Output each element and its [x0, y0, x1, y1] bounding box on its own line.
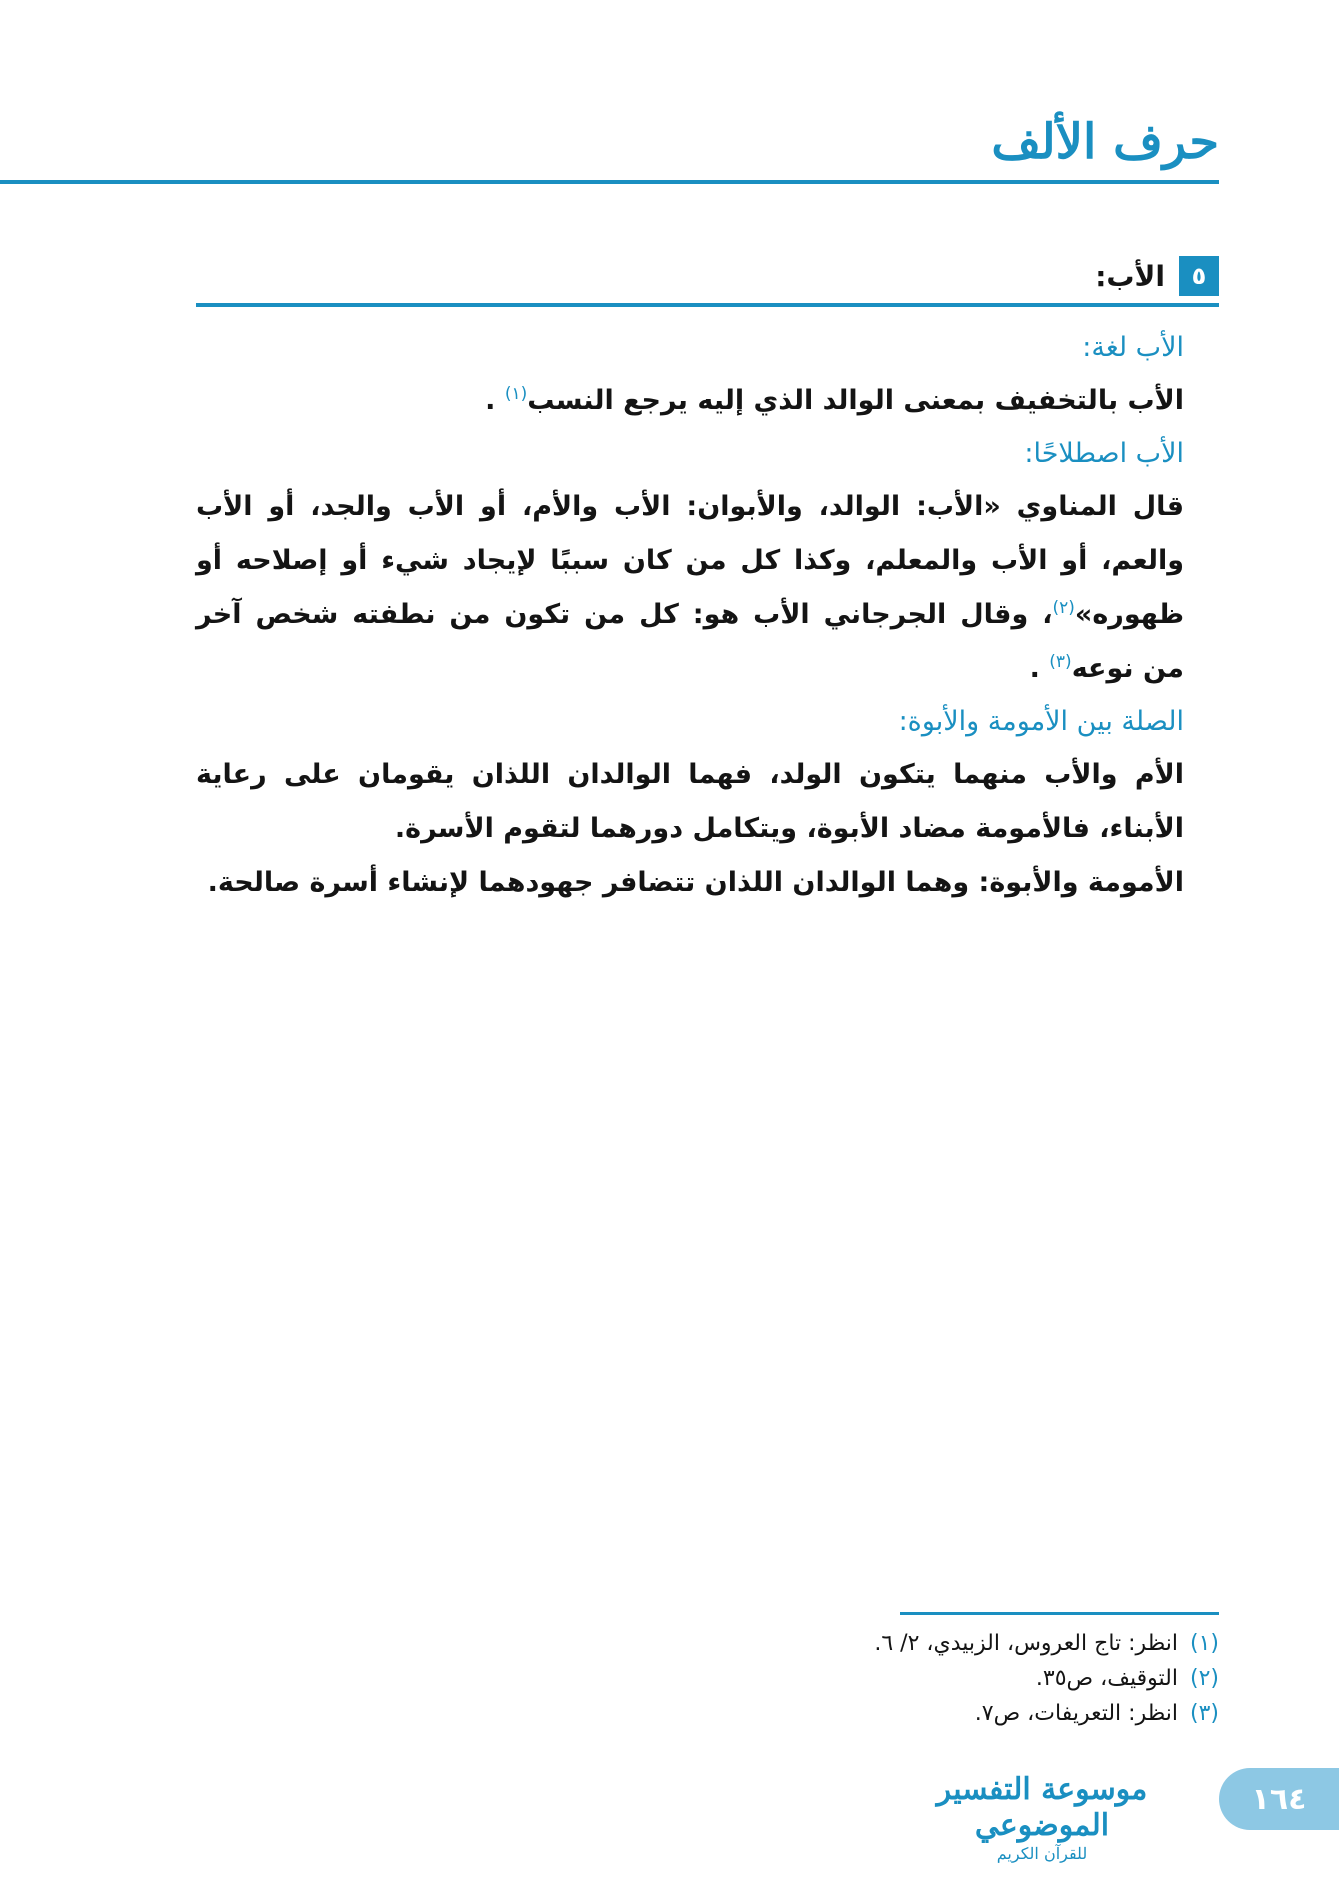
paragraph-terminology — [196, 480, 1184, 696]
footnote-number: (١) — [1189, 1631, 1219, 1656]
encyclopedia-logo — [907, 1772, 1177, 1864]
logo-subtitle: للقرآن الكريم — [996, 1844, 1088, 1863]
footnote-item — [874, 1626, 1219, 1661]
footnote-number: (٣) — [1189, 1701, 1219, 1726]
section-heading — [1095, 256, 1219, 296]
footnote-item — [874, 1696, 1219, 1731]
subheading-language: الأب لغة: — [1082, 332, 1184, 363]
paragraph-summary: الأمومة والأبوة: وهما الوالدان اللذان تتضافر جهودهما لإنشاء أسرة صالحة. — [207, 867, 1184, 898]
footnote-ref-1[interactable]: (١) — [504, 384, 528, 404]
paragraph-relation: الأم والأب منهما يتكون الولد، فهما الوالدان اللذان يقومان على رعاية الأبناء، فالأمومة مضاد الأبوة، ويتكامل دورهما لتقوم الأسرة. — [196, 759, 1184, 844]
header-divider — [0, 180, 1219, 184]
footnote-item — [874, 1661, 1219, 1696]
terminology-end: . — [1029, 653, 1040, 684]
paragraph-language — [196, 374, 1184, 428]
section-divider — [196, 303, 1219, 307]
article-body — [196, 322, 1184, 910]
footnotes-list — [874, 1626, 1219, 1731]
footnote-text: انظر: تاج العروس، الزبيدي، ٢/ ٦. — [874, 1631, 1178, 1656]
page-number-tab: ١٦٤ — [1219, 1768, 1339, 1830]
terminology-text-1: قال المناوي «الأب: الوالد، والأبوان: الأب والأم، أو الأب والجد، أو الأب والعم، أو الأب والمعلم، وكذا كل من كان سببًا لإيجاد شيء أو إصلاحه أو ظهوره» — [196, 491, 1184, 630]
subheading-terminology: الأب اصطلاحًا: — [1024, 438, 1184, 469]
running-header-title: حرف الألف — [991, 114, 1219, 170]
language-text: الأب بالتخفيف بمعنى الوالد الذي إليه يرجع النسب — [527, 385, 1184, 416]
footnote-ref-3[interactable]: (٣) — [1049, 652, 1072, 672]
footnote-text: التوقيف، ص٣٥. — [1035, 1666, 1178, 1691]
footnote-ref-2[interactable]: (٢) — [1052, 598, 1075, 618]
footnotes-divider — [900, 1612, 1219, 1615]
footnote-number: (٢) — [1189, 1666, 1219, 1691]
section-title: الأب: — [1095, 259, 1165, 293]
terminology-text-2: ، وقال الجرجاني الأب هو: كل من تكون من نطفته شخص آخر من نوعه — [196, 599, 1184, 684]
logo-title: موسوعة التفسير الموضوعي — [936, 1772, 1148, 1843]
language-end: . — [485, 385, 496, 416]
footnote-text: انظر: التعريفات، ص٧. — [974, 1701, 1178, 1726]
section-number-badge: ٥ — [1179, 256, 1219, 296]
subheading-relation: الصلة بين الأمومة والأبوة: — [898, 706, 1184, 737]
